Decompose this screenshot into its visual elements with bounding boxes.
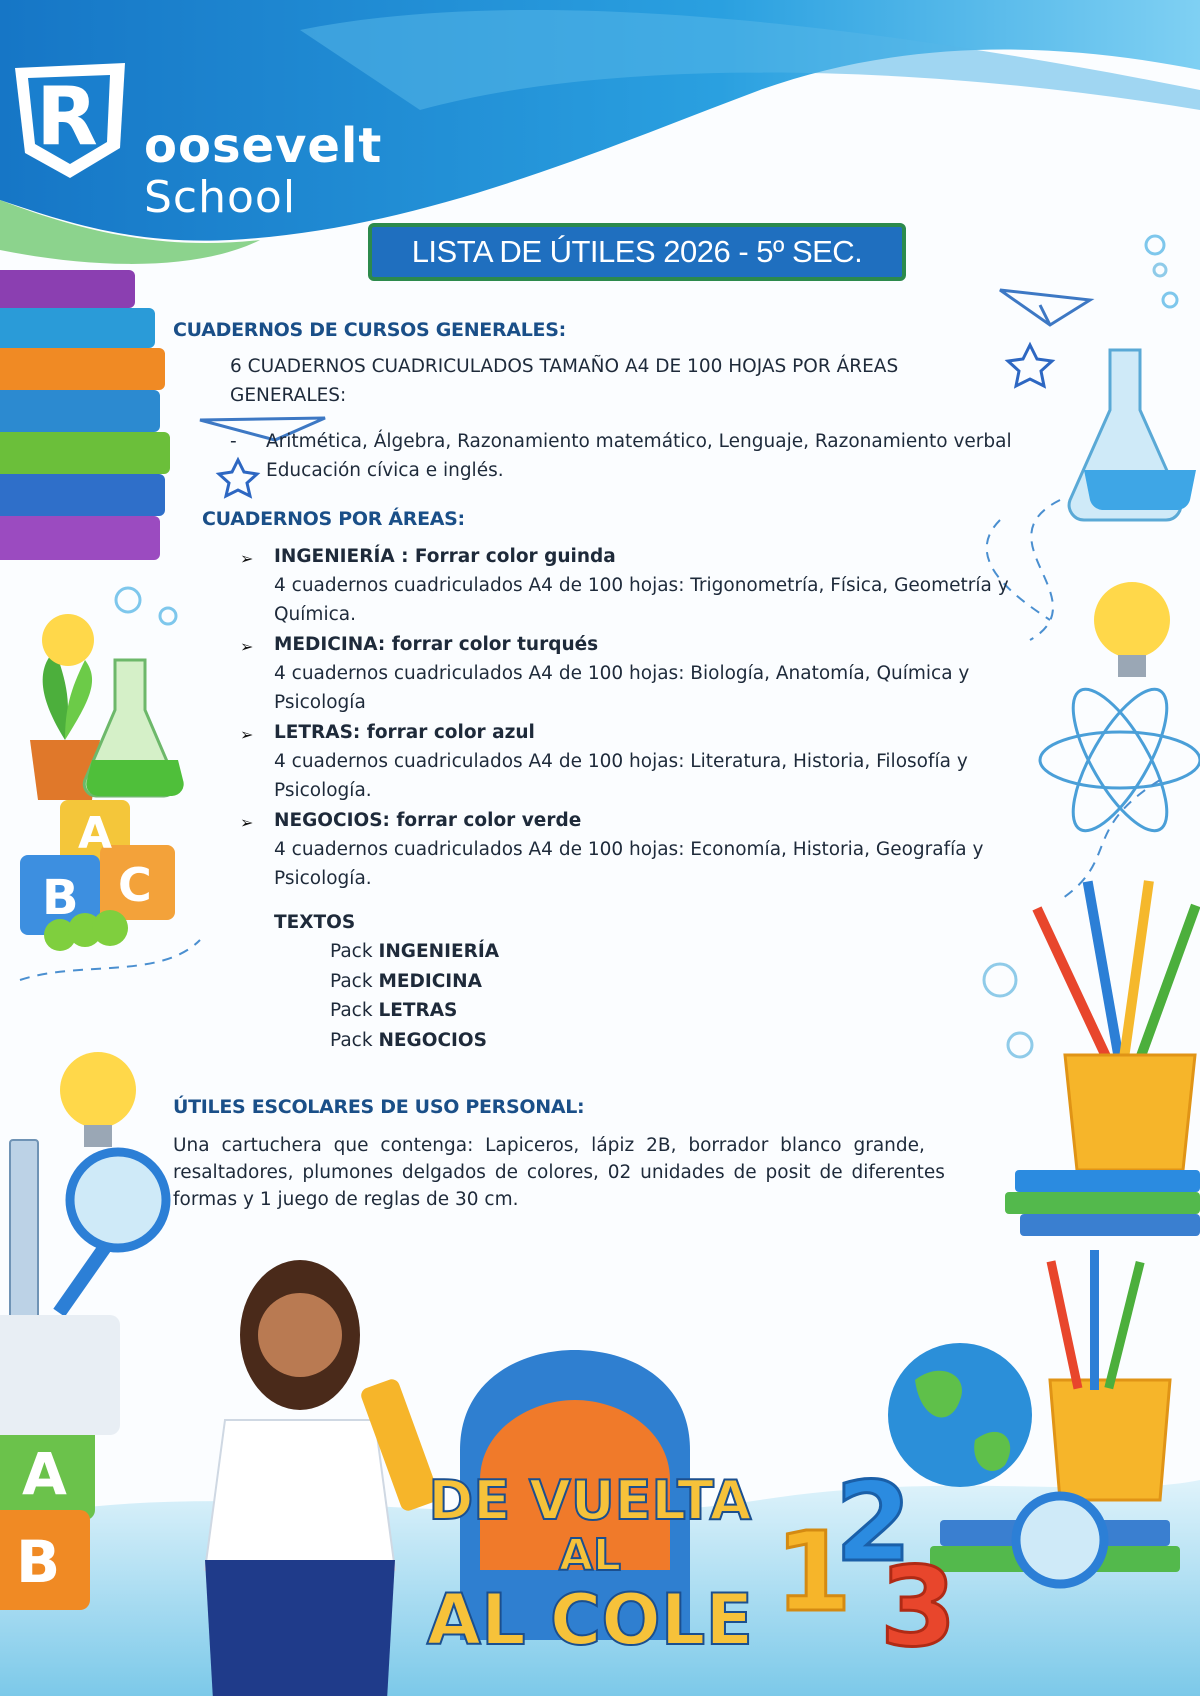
pack-prefix: Pack xyxy=(330,941,373,962)
arrow-bullet-icon: ➢ xyxy=(240,725,254,744)
bullet-dash: - xyxy=(230,431,237,452)
banner-line1: DE VUELTA xyxy=(428,1469,752,1532)
arrow-bullet-icon: ➢ xyxy=(240,549,254,568)
school-name-line2: School xyxy=(144,172,297,223)
area-detail-line2: Química. xyxy=(274,604,356,625)
page-title: LISTA DE ÚTILES 2026 - 5º SEC. xyxy=(411,234,863,269)
pack-name: NEGOCIOS xyxy=(378,1030,487,1051)
area-detail-line1: 4 cuadernos cuadriculados A4 de 100 hojas: Literatura, Historia, Filosofía y xyxy=(274,751,968,772)
area-title-medicina: MEDICINA: forrar color turqués xyxy=(274,634,599,655)
back-to-school-banner xyxy=(380,1470,800,1660)
svg-text:R: R xyxy=(36,70,98,163)
pack-item xyxy=(330,1026,487,1055)
general-subjects-line1: Aritmética, Álgebra, Razonamiento matemático, Lenguaje, Razonamiento verbal xyxy=(266,431,1012,452)
pack-item xyxy=(330,996,457,1025)
personal-supplies-line3: formas y 1 juego de reglas de 30 cm. xyxy=(173,1189,519,1210)
block-letter-c: C xyxy=(118,858,152,912)
area-detail-line1: 4 cuadernos cuadriculados A4 de 100 hojas: Biología, Anatomía, Química y xyxy=(274,663,970,684)
areas-heading: CUADERNOS POR ÁREAS: xyxy=(202,508,465,530)
general-subjects-line2: Educación cívica e inglés. xyxy=(266,460,504,481)
block-letter-b-bottom: B xyxy=(16,1528,61,1596)
general-courses-heading: CUADERNOS DE CURSOS GENERALES: xyxy=(173,319,566,341)
pack-item xyxy=(330,967,482,996)
general-notebooks-line2: GENERALES: xyxy=(230,385,347,406)
area-detail-line1: 4 cuadernos cuadriculados A4 de 100 hojas: Economía, Historia, Geografía y xyxy=(274,839,984,860)
banner-line3: AL COLE xyxy=(426,1579,754,1661)
area-title-letras: LETRAS: forrar color azul xyxy=(274,722,535,743)
area-title-negocios: NEGOCIOS: forrar color verde xyxy=(274,810,582,831)
personal-supplies-line2: resaltadores, plumones delgados de colores, 02 unidades de posit de diferentes xyxy=(173,1162,945,1183)
textos-heading: TEXTOS xyxy=(274,912,356,933)
svg-text:2: 2 xyxy=(835,1458,912,1586)
svg-text:1: 1 xyxy=(775,1508,852,1636)
personal-supplies-heading: ÚTILES ESCOLARES DE USO PERSONAL: xyxy=(173,1096,585,1118)
arrow-bullet-icon: ➢ xyxy=(240,637,254,656)
pack-prefix: Pack xyxy=(330,1000,373,1021)
area-detail-line2: Psicología. xyxy=(274,780,372,801)
block-letter-a: A xyxy=(78,808,113,859)
arrow-bullet-icon: ➢ xyxy=(240,813,254,832)
svg-text:3: 3 xyxy=(880,1543,957,1671)
general-notebooks-line1: 6 CUADERNOS CUADRICULADOS TAMAÑO A4 DE 100 HOJAS POR ÁREAS xyxy=(230,356,899,377)
pack-name: INGENIERÍA xyxy=(378,941,500,962)
area-detail-line2: Psicología. xyxy=(274,868,372,889)
pack-name: MEDICINA xyxy=(378,971,482,992)
banner-line2: AL xyxy=(558,1530,622,1581)
pack-prefix: Pack xyxy=(330,971,373,992)
pack-item xyxy=(330,937,499,966)
pack-name: LETRAS xyxy=(378,1000,458,1021)
block-letter-a-bottom: A xyxy=(22,1440,67,1508)
area-detail-line2: Psicología xyxy=(274,692,366,713)
area-title-ingenieria: INGENIERÍA : Forrar color guinda xyxy=(274,546,616,567)
block-letter-b: B xyxy=(42,870,79,926)
school-name-line1: oosevelt xyxy=(144,118,383,174)
personal-supplies-line1: Una cartuchera que contenga: Lapiceros, lápiz 2B, borrador blanco grande, xyxy=(173,1135,925,1156)
pack-prefix: Pack xyxy=(330,1030,373,1051)
area-detail-line1: 4 cuadernos cuadriculados A4 de 100 hojas: Trigonometría, Física, Geometría y xyxy=(274,575,1009,596)
